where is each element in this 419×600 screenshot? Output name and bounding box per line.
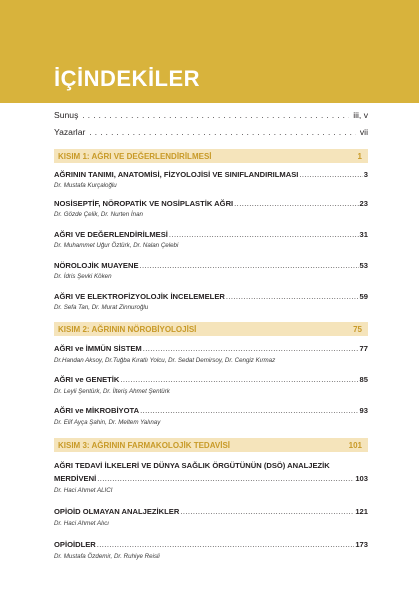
- chapter-title: AĞRI VE ELEKTROFİZYOLOJİK İNCELEMELER: [54, 292, 225, 301]
- chapter-title: AĞRI ve MİKROBİYOTA: [54, 406, 140, 415]
- leader-dots: [97, 474, 354, 483]
- leader-dots: [82, 111, 349, 120]
- leader-dots: [226, 292, 359, 301]
- toc-chapter[interactable]: [54, 540, 368, 549]
- toc-chapter[interactable]: [54, 230, 368, 239]
- leader-dots: [234, 199, 358, 208]
- part-page: 101: [348, 440, 362, 450]
- leader-dots: [169, 230, 359, 239]
- chapter-title: AĞRI VE DEĞERLENDİRİLMESİ: [54, 230, 168, 239]
- chapter-title: OPİOİDLER: [54, 540, 96, 549]
- part-label: KISIM 2: AĞRININ NÖROBİYOLOJİSİ: [58, 324, 197, 334]
- toc-chapter[interactable]: [54, 261, 368, 270]
- leader-dots: [299, 170, 362, 179]
- toc-entry-sunus[interactable]: [54, 110, 368, 120]
- page-title: İÇİNDEKİLER: [54, 66, 201, 91]
- chapter-page: 173: [355, 540, 368, 549]
- chapter-authors: Dr. Sefa Tan, Dr. Murat Zinnuroğlu: [54, 304, 149, 311]
- header-band: [0, 0, 419, 103]
- chapter-authors: Dr. Gözde Çelik, Dr. Nurten İnan: [54, 211, 143, 218]
- chapter-page: 93: [359, 406, 368, 415]
- chapter-authors: Dr. Elif Ayça Şahin, Dr. Meltem Yalınay: [54, 419, 161, 426]
- toc-chapter[interactable]: [54, 344, 368, 353]
- part-label: KISIM 1: AĞRI VE DEĞERLENDİRİLMESİ: [58, 151, 212, 161]
- chapter-page: 77: [359, 344, 368, 353]
- part-header-1[interactable]: [54, 149, 368, 163]
- part-page: 75: [353, 324, 362, 334]
- chapter-authors: Dr. Mustafa Kurçaloğlu: [54, 182, 117, 189]
- chapter-title: AĞRI ve GENETİK: [54, 375, 120, 384]
- chapter-page: 31: [359, 230, 368, 239]
- toc-chapter[interactable]: [54, 170, 368, 179]
- chapter-authors: Dr. Leyli Şentürk, Dr. İlteriş Ahmet Şentürk: [54, 388, 170, 395]
- toc-entry-page: vii: [359, 127, 368, 137]
- chapter-authors: Dr. Muhammet Uğur Öztürk, Dr. Nalan Çelebi: [54, 242, 179, 249]
- leader-dots: [97, 540, 355, 549]
- chapter-page: 121: [355, 507, 368, 516]
- chapter-title: AĞRI ve İMMÜN SİSTEM: [54, 344, 142, 353]
- chapter-page: 53: [359, 261, 368, 270]
- chapter-page: 23: [359, 199, 368, 208]
- leader-dots: [143, 344, 359, 353]
- chapter-title-line1[interactable]: AĞRI TEDAVİ İLKELERİ VE DÜNYA SAĞLIK ÖRGÜTÜNÜN (DSÖ) ANALJEZİK: [54, 461, 330, 470]
- leader-dots: [140, 406, 358, 415]
- chapter-authors: Dr.Handan Aksoy, Dr.Tuğba Kıratlı Yolcu, Dr. Sedat Demirsoy, Dr. Cengiz Kırmaz: [54, 357, 276, 364]
- chapter-title: MERDİVENİ: [54, 474, 97, 483]
- leader-dots: [180, 507, 354, 516]
- toc-chapter[interactable]: [54, 474, 368, 483]
- toc-entry-label: Sunuş: [54, 110, 79, 120]
- chapter-authors: Dr. Haci Ahmet Alıcı: [54, 520, 110, 527]
- part-page: 1: [357, 151, 362, 161]
- chapter-title: AĞRININ TANIMI, ANATOMİSİ, FİZYOLOJİSİ VE SINIFLANDIRILMASI: [54, 170, 299, 179]
- chapter-authors: Dr. Haci Ahmet ALICI: [54, 487, 113, 494]
- chapter-page: 59: [359, 292, 368, 301]
- chapter-title: OPİOİD OLMAYAN ANALJEZİKLER: [54, 507, 180, 516]
- leader-dots: [140, 261, 359, 270]
- chapter-title: NOSİSEPTİF, NÖROPATİK VE NOSİPLASTİK AĞRI: [54, 199, 234, 208]
- chapter-authors: Dr. İdris Şevki Köken: [54, 273, 112, 280]
- toc-entry-yazarlar[interactable]: [54, 127, 368, 137]
- toc-entry-page: iii, v: [353, 110, 368, 120]
- toc-chapter[interactable]: [54, 292, 368, 301]
- toc-chapter[interactable]: [54, 375, 368, 384]
- toc-chapter[interactable]: [54, 199, 368, 208]
- part-label: KISIM 3: AĞRININ FARMAKOLOJİK TEDAVİSİ: [58, 440, 231, 450]
- chapter-authors: Dr. Mustafa Özdemir, Dr. Ruhiye Reisli: [54, 553, 160, 560]
- chapter-page: 103: [355, 474, 368, 483]
- toc-entry-label: Yazarlar: [54, 127, 86, 137]
- toc-chapter[interactable]: [54, 406, 368, 415]
- part-header-3[interactable]: [54, 438, 368, 452]
- leader-dots: [89, 128, 356, 137]
- chapter-title: NÖROLOJİK MUAYENE: [54, 261, 139, 270]
- chapter-page: 85: [359, 375, 368, 384]
- part-header-2[interactable]: [54, 322, 368, 336]
- chapter-page: 3: [363, 170, 368, 179]
- leader-dots: [120, 375, 358, 384]
- toc-chapter[interactable]: [54, 507, 368, 516]
